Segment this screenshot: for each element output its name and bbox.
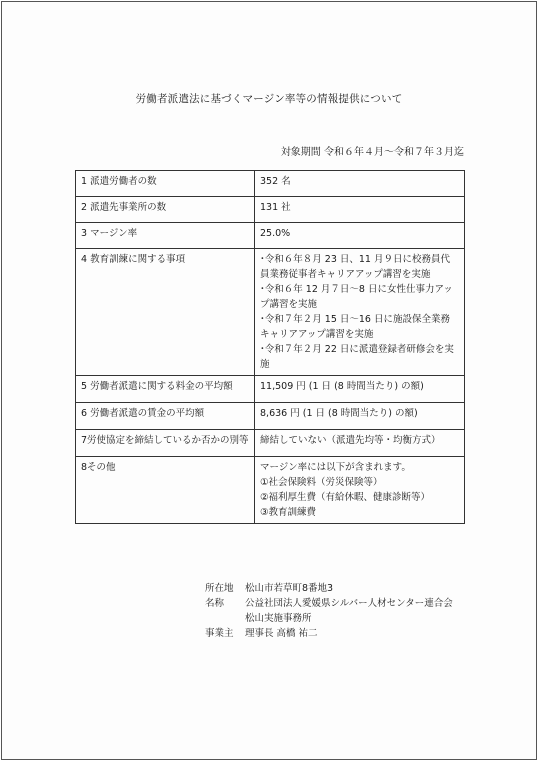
table-row [76, 376, 465, 403]
document-title: 労働者派遣法に基づくマージン率等の情報提供について [135, 93, 403, 105]
list-item: ②福利厚生費（有給休暇、健康診断等） [260, 492, 431, 503]
list-item: ①社会保険料（労災保険等） [260, 477, 383, 488]
row-value: 25.0% [255, 223, 465, 249]
list-item: ③教育訓練費 [260, 507, 317, 518]
row-value: 131 社 [255, 197, 465, 223]
document-page [1, 1, 537, 760]
target-period: 対象期間 令和６年４月〜令和７年３月迄 [280, 147, 464, 158]
office-row [205, 611, 453, 626]
row-label: 4 教育訓練に関する事項 [76, 249, 255, 376]
row-label: 2 派遣先事業所の数 [76, 197, 255, 223]
owner-row [205, 626, 453, 641]
row-label: 8その他 [76, 457, 255, 524]
list-item: ･令和６年８月 23 日、11 月９日に校務員代員業務従事者キャリアアップ講習を実施 [260, 254, 450, 280]
table-row [76, 430, 465, 457]
table-row [76, 249, 465, 376]
organization-name: 公益社団法人愛媛県シルバー人材センター連合会 [245, 598, 453, 609]
office-name: 松山実施事務所 [245, 613, 312, 624]
address-label: 所在地 [205, 583, 234, 594]
row-value: 8,636 円 (1 日 (8 時間当たり) の額) [255, 403, 465, 430]
address-row [205, 581, 453, 596]
row-label: 7労使協定を締結しているか否かの別等 [76, 430, 255, 457]
row-label: 5 労働者派遣に関する料金の平均額 [76, 376, 255, 403]
owner-label: 事業主 [205, 628, 234, 639]
issuer-block [205, 581, 453, 641]
name-label: 名称 [205, 598, 225, 609]
row-label: 6 労働者派遣の賃金の平均額 [76, 403, 255, 430]
table-row [76, 457, 465, 524]
list-item: ･令和７年２月 15 日〜16 日に施設保全業務キャリアアップ講習を実施 [260, 314, 450, 340]
table-row [76, 197, 465, 223]
row-value-list [255, 249, 465, 376]
row-value: 11,509 円 (1 日 (8 時間当たり) の額) [255, 376, 465, 403]
row-label: 1 派遣労働者の数 [76, 171, 255, 197]
row-value-list [255, 457, 465, 524]
table-row [76, 171, 465, 197]
list-item: ･令和６年 12 月７日〜8 日に女性仕事力アップ講習を実施 [260, 284, 453, 310]
address-value: 松山市若草町8番地3 [245, 583, 334, 594]
table-row [76, 223, 465, 249]
row-value: 締結していない（派遣先均等・均衡方式） [255, 430, 465, 457]
name-row [205, 596, 453, 611]
list-item: ･令和７年２月 22 日に派遣登録者研修会を実施 [260, 344, 454, 370]
owner-name: 理事長 高橋 祐二 [245, 628, 318, 639]
info-table [75, 170, 465, 524]
list-item: マージン率には以下が含まれます。 [260, 462, 411, 473]
table-row [76, 403, 465, 430]
row-value: 352 名 [255, 171, 465, 197]
row-label: 3 マージン率 [76, 223, 255, 249]
